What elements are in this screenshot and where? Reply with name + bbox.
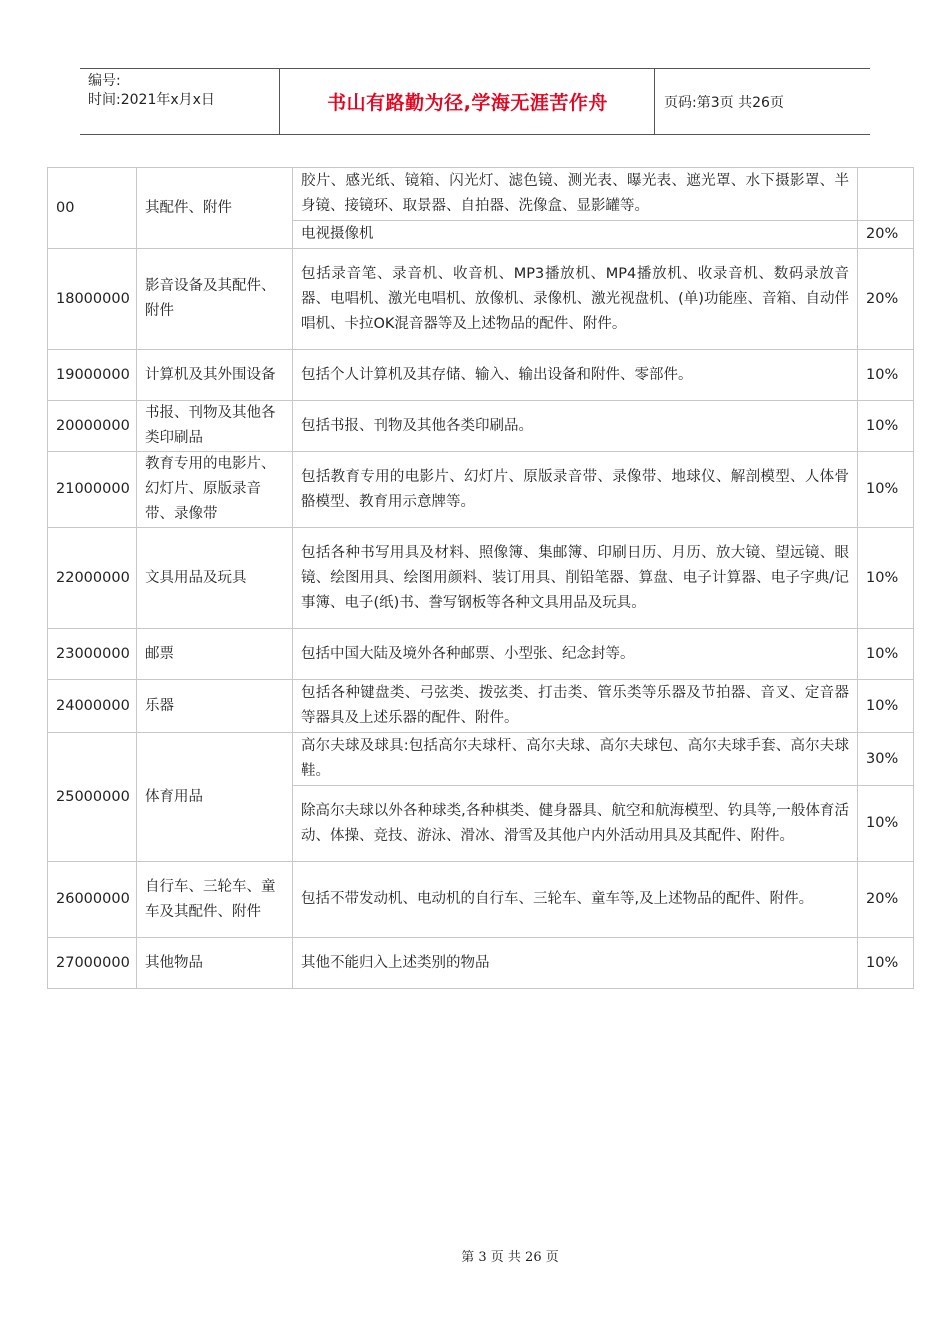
item-name: 书报、刊物及其他各类印刷品 (137, 401, 293, 452)
item-name: 影音设备及其配件、附件 (137, 249, 293, 350)
item-code: 27000000 (48, 938, 137, 989)
item-code: 18000000 (48, 249, 137, 350)
tax-rate: 20% (858, 862, 914, 938)
page-header (80, 68, 870, 135)
item-name: 教育专用的电影片、幻灯片、原版录音带、录像带 (137, 452, 293, 528)
table-row (48, 862, 914, 938)
number-label: 编号: (88, 73, 121, 89)
table-row (48, 629, 914, 680)
header-motto: 书山有路勤为径,学海无涯苦作舟 (281, 69, 655, 134)
table-row (48, 401, 914, 452)
item-name: 邮票 (137, 629, 293, 680)
item-name: 其他物品 (137, 938, 293, 989)
item-name: 其配件、附件 (137, 168, 293, 249)
item-description: 除高尔夫球以外各种球类,各种棋类、健身器具、航空和航海模型、钓具等,一般体育活动、体操、竞技、游泳、滑冰、滑雪及其他户内外活动用具及其配件、附件。 (293, 786, 858, 862)
table-row (48, 938, 914, 989)
tax-rate: 10% (858, 452, 914, 528)
item-name: 文具用品及玩具 (137, 528, 293, 629)
item-name: 乐器 (137, 680, 293, 733)
item-description: 包括个人计算机及其存储、输入、输出设备和附件、零部件。 (293, 350, 858, 401)
page-footer: 第 3 页 共 26 页 (461, 1250, 559, 1265)
tax-rate: 10% (858, 786, 914, 862)
table-row (48, 168, 914, 221)
tax-rate: 30% (858, 733, 914, 786)
item-name: 体育用品 (137, 733, 293, 862)
item-description: 电视摄像机 (293, 221, 858, 249)
time-label: 时间:2021年x月x日 (88, 92, 215, 108)
item-description: 包括中国大陆及境外各种邮票、小型张、纪念封等。 (293, 629, 858, 680)
tax-rate (858, 168, 914, 221)
tax-rate: 20% (858, 249, 914, 350)
item-code: 19000000 (48, 350, 137, 401)
tax-rate: 10% (858, 680, 914, 733)
table-row (48, 528, 914, 629)
item-code: 25000000 (48, 733, 137, 862)
item-name: 自行车、三轮车、童车及其配件、附件 (137, 862, 293, 938)
table-row (48, 249, 914, 350)
table-row (48, 452, 914, 528)
item-description: 包括各种书写用具及材料、照像簿、集邮簿、印刷日历、月历、放大镜、望远镜、眼镜、绘图用具、绘图用颜料、装订用具、削铅笔器、算盘、电子计算器、电子字典/记事簿、电子(纸)书、誊写钢板等各种文具用品及玩具。 (293, 528, 858, 629)
header-page-info: 页码:第3页 共26页 (664, 94, 784, 111)
item-name: 计算机及其外围设备 (137, 350, 293, 401)
item-code: 00 (48, 168, 137, 249)
tax-rate: 10% (858, 401, 914, 452)
header-meta (80, 69, 280, 134)
tariff-table (47, 167, 914, 989)
item-code: 24000000 (48, 680, 137, 733)
item-description: 包括教育专用的电影片、幻灯片、原版录音带、录像带、地球仪、解剖模型、人体骨骼模型、教育用示意牌等。 (293, 452, 858, 528)
item-code: 22000000 (48, 528, 137, 629)
tax-rate: 20% (858, 221, 914, 249)
item-code: 20000000 (48, 401, 137, 452)
item-code: 23000000 (48, 629, 137, 680)
tax-rate: 10% (858, 350, 914, 401)
item-description: 包括各种键盘类、弓弦类、拨弦类、打击类、管乐类等乐器及节拍器、音叉、定音器等器具及上述乐器的配件、附件。 (293, 680, 858, 733)
tax-rate: 10% (858, 938, 914, 989)
item-description: 胶片、感光纸、镜箱、闪光灯、滤色镜、测光表、曝光表、遮光罩、水下摄影罩、半身镜、接镜环、取景器、自拍器、洗像盒、显影罐等。 (293, 168, 858, 221)
item-code: 21000000 (48, 452, 137, 528)
table-row (48, 680, 914, 733)
table-row (48, 733, 914, 786)
table-row (48, 350, 914, 401)
tax-rate: 10% (858, 528, 914, 629)
item-description: 包括书报、刊物及其他各类印刷品。 (293, 401, 858, 452)
item-description: 其他不能归入上述类别的物品 (293, 938, 858, 989)
item-description: 高尔夫球及球具:包括高尔夫球杆、高尔夫球、高尔夫球包、高尔夫球手套、高尔夫球鞋。 (293, 733, 858, 786)
item-code: 26000000 (48, 862, 137, 938)
item-description: 包括录音笔、录音机、收音机、MP3播放机、MP4播放机、收录音机、数码录放音器、电唱机、激光电唱机、放像机、录像机、激光视盘机、(单)功能座、音箱、自动伴唱机、卡拉OK混音器等及上述物品的配件、附件。 (293, 249, 858, 350)
item-description: 包括不带发动机、电动机的自行车、三轮车、童车等,及上述物品的配件、附件。 (293, 862, 858, 938)
tax-rate: 10% (858, 629, 914, 680)
